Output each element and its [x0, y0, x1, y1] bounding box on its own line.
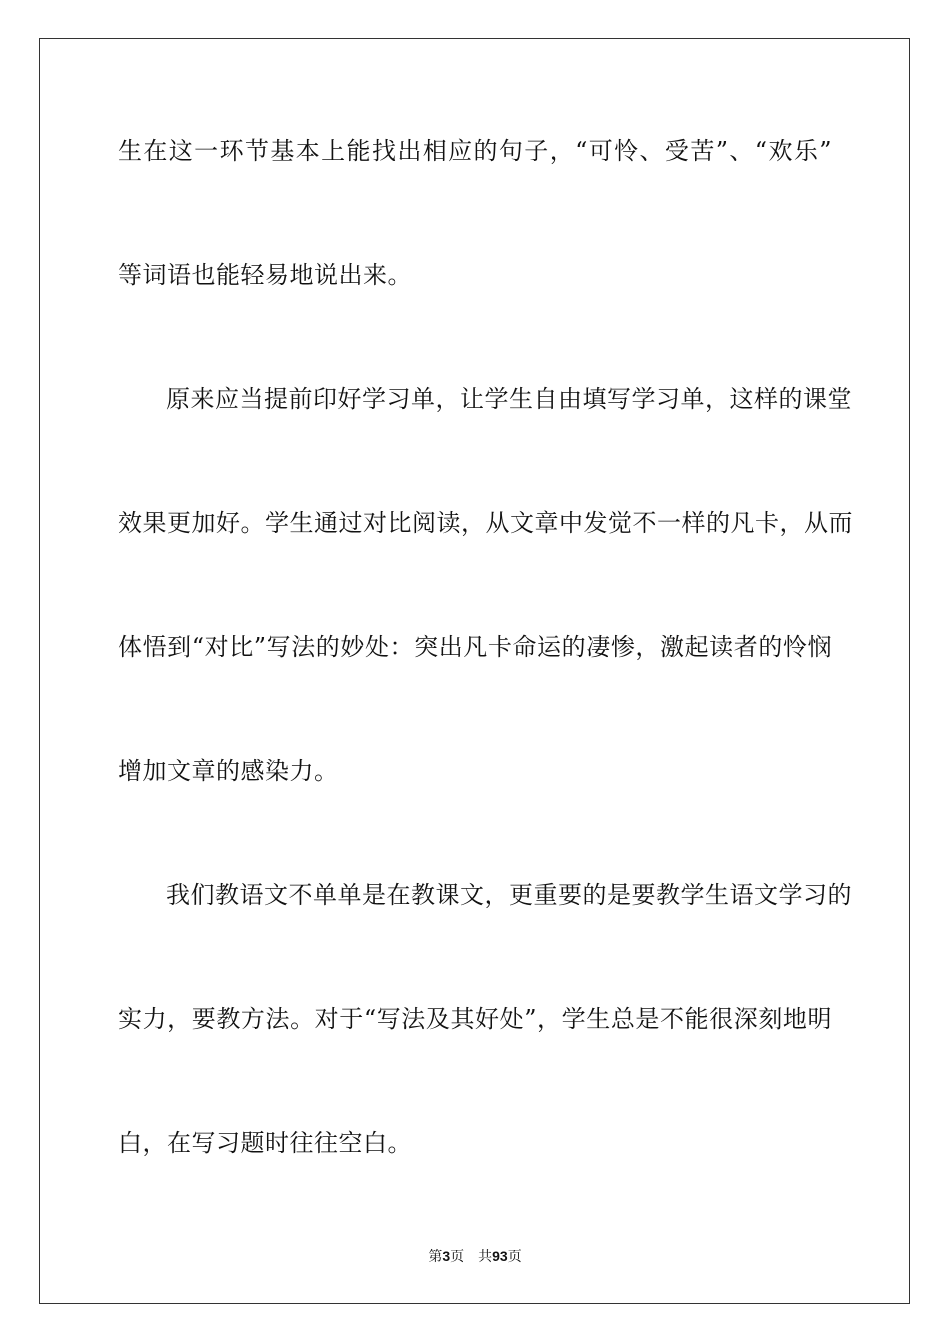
total-pages: 93: [492, 1248, 508, 1264]
total-prefix: 共: [478, 1249, 493, 1265]
text-line-8: 实力，要教方法。对于“写法及其好处”，学生总是不能很深刻地明: [118, 1005, 832, 1033]
page-frame: [39, 38, 910, 1304]
page-number: 3: [442, 1248, 451, 1264]
text-line-3: 原来应当提前印好学习单，让学生自由填写学习单，这样的课堂: [166, 385, 852, 413]
text-line-1: 生在这一环节基本上能找出相应的句子，“可怜、受苦”、“欢乐”: [118, 137, 832, 165]
text-line-7: 我们教语文不单单是在教课文，更重要的是要教学生语文学习的: [166, 881, 852, 909]
text-line-5: 体悟到“对比”写法的妙处：突出凡卡命运的凄惨，激起读者的怜悯: [118, 633, 832, 661]
page-prefix: 第: [428, 1249, 443, 1265]
page-footer: [0, 1247, 950, 1266]
total-suffix: 页: [507, 1249, 522, 1265]
text-line-2: 等词语也能轻易地说出来。: [118, 261, 412, 289]
text-line-4: 效果更加好。学生通过对比阅读，从文章中发觉不一样的凡卡，从而: [118, 509, 853, 537]
page-suffix: 页: [450, 1249, 465, 1265]
text-line-6: 增加文章的感染力。: [118, 757, 339, 785]
text-line-9: 白，在写习题时往往空白。: [118, 1129, 412, 1157]
